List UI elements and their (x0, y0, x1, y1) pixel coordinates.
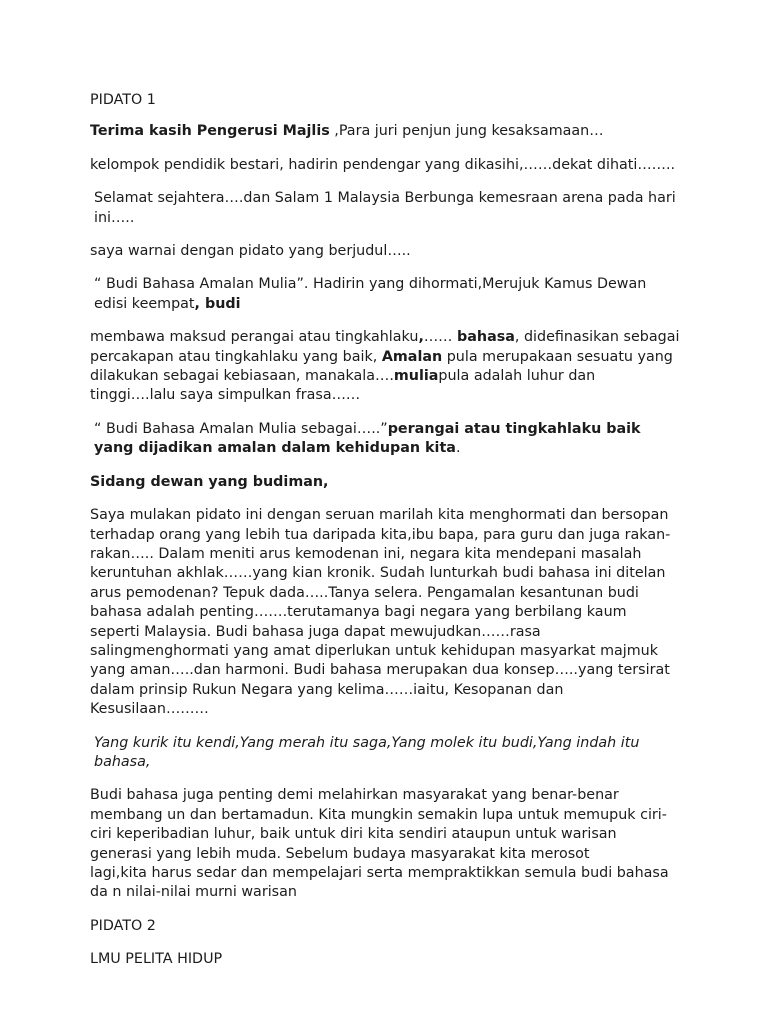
paragraph-greeting (90, 122, 680, 141)
definitions-t1: membawa maksud perangai atau tingkahlaku (90, 329, 419, 346)
greeting-bold: Terima kasih Pengerusi Majlis (90, 123, 330, 140)
summary-text: “ Budi Bahasa Amalan Mulia sebagai…..” (94, 420, 388, 437)
definitions-t5: pula adalah luhur dan tinggi….lalu saya simpulkan frasa…… (90, 368, 596, 404)
paragraph-body-1: Saya mulakan pidato ini dengan seruan marilah kita menghormati dan bersopan terhadap orang yang lebih tua daripada kita,ibu bapa, para guru dan juga rakan-rakan….. Dalam meniti arus kemodenan ini, negara kita mendepani masalah keruntuhan akhlak……yang kian kronik. Sudah lunturkah budi bahasa ini ditelan arus pemodenan? Tepuk dada…..Tanya selera. Pengamalan kesantunan budi bahasa adalah penting…….terutamanya bagi negara yang berbilang kaum seperti Malaysia. Budi bahasa juga dapat mewujudkan……rasa salingmenghormati yang amat diperlukan untuk kehidupan masyarkat majmuk yang aman…..dan harmoni. Budi bahasa merupakan dua konsep…..yang tersirat dalam prinsip Rukun Negara yang kelima……iaitu, Kesopanan dan Kesusilaan……… (90, 507, 671, 718)
paragraph-definition-intro (90, 275, 680, 314)
heading-lmu-pelita-hidup: LMU PELITA HIDUP (90, 951, 223, 968)
paragraph-title-intro: saya warnai dengan pidato yang berjudul….. (90, 243, 411, 260)
paragraph-address (90, 473, 680, 492)
paragraph-audience: kelompok pendidik bestari, hadirin pendengar yang dikasihi,……dekat dihati…….. (90, 156, 676, 173)
definitions-b1: , (418, 329, 424, 346)
definitions-b4: mulia (393, 368, 439, 385)
paragraph-salutation: Selamat sejahtera….dan Salam 1 Malaysia Berbunga kemesraan arena pada hari ini….. (94, 190, 676, 226)
pantun-text: Yang kurik itu kendi,Yang merah itu saga,Yang molek itu budi,Yang indah itu bahasa, (94, 734, 640, 770)
paragraph-definitions (90, 328, 680, 406)
body-2-line-1: Budi bahasa juga penting demi melahirkan masyarakat yang benar-benar membang un dan bertamadun. Kita mungkin semakin lupa untuk memupuk ciri-ciri keperibadian luhur, baik untuk diri kita sendiri ataupun untuk warisan generasi yang lebih muda. Sebelum budaya masyarakat kita merosot (90, 787, 667, 862)
definitions-t3: , didefinasikan sebagai percakapan atau tingkahlaku yang baik, (90, 329, 680, 365)
definitions-b3: Amalan (381, 348, 443, 365)
definition-intro-text: “ Budi Bahasa Amalan Mulia”. Hadirin yang dihormati,Merujuk Kamus Dewan edisi keempat (94, 276, 647, 312)
address-bold: Sidang dewan yang budiman, (90, 473, 329, 490)
paragraph-pantun (90, 734, 680, 773)
summary-bold: perangai atau tingkahlaku baik yang dijadikan amalan dalam kehidupan kita (94, 420, 641, 457)
paragraph-body-2 (90, 786, 680, 902)
greeting-rest: ,Para juri penjun jung kesaksamaan… (329, 123, 604, 140)
definitions-t4: pula merupakaan sesuatu yang dilakukan sebagai kebiasaan, manakala…. (90, 348, 673, 385)
definition-intro-bold: , budi (194, 295, 241, 312)
body-2-line-2: lagi,kita harus sedar dan mempelajari serta mempraktikkan semula budi bahasa da n nilai-nilai murni warisan (90, 865, 669, 901)
heading-pidato-1: PIDATO 1 (90, 92, 156, 108)
definitions-b2: bahasa (457, 329, 515, 346)
document-body (90, 91, 680, 984)
definitions-t2: …… (423, 329, 458, 346)
heading-pidato-2: PIDATO 2 (90, 917, 156, 934)
paragraph-summary (90, 420, 680, 459)
summary-end: . (455, 440, 461, 457)
